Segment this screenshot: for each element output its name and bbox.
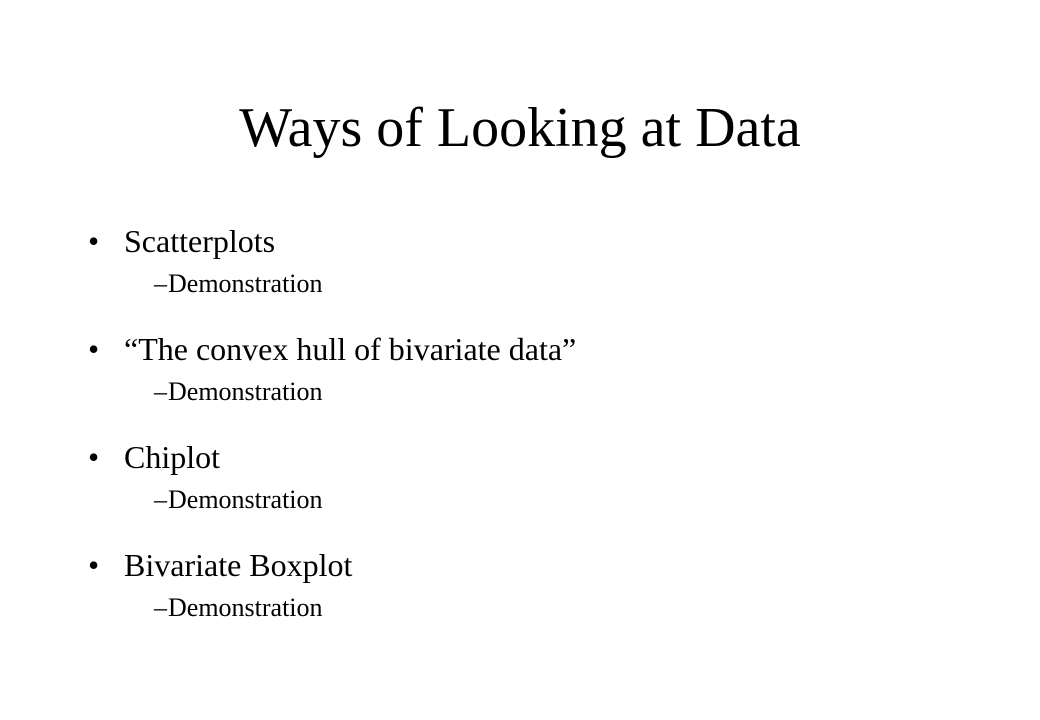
bullet-label: “The convex hull of bivariate data” (124, 331, 577, 367)
bullet-row (88, 326, 988, 372)
sub-bullet-row (154, 480, 988, 520)
sub-bullet-row (154, 588, 988, 628)
sub-bullet-label: Demonstration (168, 269, 323, 298)
bullet-label: Scatterplots (124, 223, 276, 259)
bullet-dot-icon: • (88, 223, 100, 259)
bullet-row (88, 218, 988, 264)
bullet-list (88, 218, 988, 650)
sub-bullet-row (154, 264, 988, 304)
dash-icon: – (154, 269, 167, 298)
bullet-dot-icon: • (88, 439, 100, 475)
bullet-row (88, 542, 988, 588)
bullet-label: Bivariate Boxplot (124, 547, 353, 583)
slide-title: Ways of Looking at Data (239, 97, 801, 159)
dash-icon: – (154, 485, 167, 514)
bullet-dot-icon: • (88, 331, 100, 367)
sub-bullet-label: Demonstration (168, 485, 323, 514)
sub-bullet-label: Demonstration (168, 377, 323, 406)
bullet-label: Chiplot (124, 439, 221, 475)
sub-bullet-label: Demonstration (168, 593, 323, 622)
dash-icon: – (154, 377, 167, 406)
bullet-item-bivariate-boxplot (88, 542, 988, 628)
bullet-item-scatterplots (88, 218, 988, 304)
sub-bullet-row (154, 372, 988, 412)
bullet-item-chiplot (88, 434, 988, 520)
dash-icon: – (154, 593, 167, 622)
bullet-dot-icon: • (88, 547, 100, 583)
bullet-item-convex-hull (88, 326, 988, 412)
bullet-row (88, 434, 988, 480)
